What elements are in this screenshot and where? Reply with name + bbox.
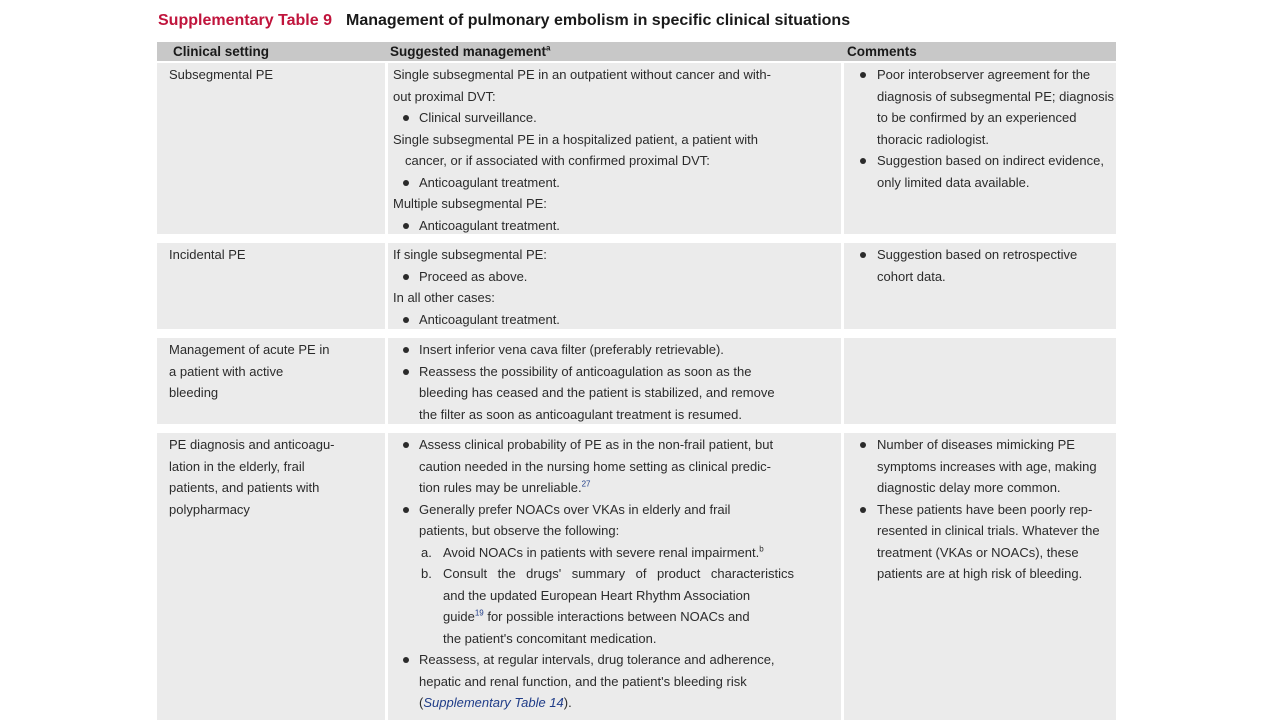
mgmt-text: tion rules may be unreliable. [419, 480, 582, 495]
mgmt-line: In all other cases: [393, 290, 495, 305]
comment-line: cohort data. [877, 268, 946, 284]
mgmt-list-item-a [393, 542, 838, 564]
setting-text: Incidental PE [169, 247, 246, 262]
comment-line: diagnostic delay more common. [877, 480, 1061, 495]
comment-line: diagnosis of subsegmental PE; diagnosis [877, 88, 1115, 104]
mgmt-bullet: Reassess, at regular intervals, drug tolerance and adherence, [393, 649, 838, 671]
mgmt-bullet: Insert inferior vena cava filter (preferably retrievable). [393, 339, 838, 361]
cell-comments [844, 433, 1116, 720]
cell-comments [844, 243, 1116, 329]
mgmt-text: for possible interactions between NOACs and [483, 609, 750, 624]
cell-comments [844, 63, 1116, 234]
mgmt-line: and the updated European Heart Rhythm Association [443, 587, 751, 603]
comment-line: symptoms increases with age, making [877, 458, 1097, 474]
cell-suggested-management [388, 243, 841, 329]
mgmt-line: the patient's concomitant medication. [443, 630, 657, 646]
footnote-a-marker: a [546, 43, 551, 53]
mgmt-line: hepatic and renal function, and the patient's bleeding risk [419, 673, 747, 689]
mgmt-text: ). [563, 695, 572, 710]
cell-comments [844, 338, 1116, 424]
supplementary-table-14-link[interactable]: Supplementary Table 14 [423, 695, 564, 710]
mgmt-text: guide [443, 609, 475, 624]
mgmt-bullet: Clinical surveillance. [393, 107, 838, 129]
mgmt-line: If single subsegmental PE: [393, 247, 547, 262]
setting-line: patients, and patients with [169, 480, 320, 495]
comment-line: resented in clinical trials. Whatever the [877, 523, 1100, 538]
mgmt-text: Consult the drugs' summary of product characteristics [443, 566, 794, 581]
setting-line: PE diagnosis and anticoagu- [169, 437, 335, 452]
cell-clinical-setting [157, 338, 385, 424]
header-comments: Comments [847, 44, 917, 59]
cell-suggested-management [388, 338, 841, 424]
mgmt-line: cancer, or if associated with confirmed proximal DVT: [405, 153, 710, 168]
header-clinical-setting: Clinical setting [173, 44, 270, 59]
reference-27[interactable]: 27 [581, 479, 591, 489]
mgmt-bullet: Assess clinical probability of PE as in the non-frail patient, but [393, 434, 838, 456]
footnote-b-marker: b [759, 544, 764, 554]
comment-line: treatment (VKAs or NOACs), these [877, 544, 1079, 560]
setting-text: Subsegmental PE [169, 67, 274, 82]
table-row-elderly-frail [157, 433, 1116, 720]
cell-clinical-setting [157, 243, 385, 329]
mgmt-line: caution needed in the nursing home setting as clinical predic- [419, 458, 771, 474]
comment-bullet: Suggestion based on indirect evidence, [849, 150, 1113, 172]
mgmt-line: patients, but observe the following: [419, 523, 620, 538]
table-caption: Management of pulmonary embolism in specific clinical situations [345, 12, 851, 29]
setting-line: bleeding [169, 385, 219, 400]
table-row-incidental-pe [157, 243, 1116, 329]
comment-bullet: Number of diseases mimicking PE [849, 434, 1113, 456]
table-row-subsegmental-pe [157, 63, 1116, 234]
mgmt-bullet: Reassess the possibility of anticoagulation as soon as the [393, 361, 838, 383]
mgmt-list-item-b [393, 563, 838, 585]
setting-line: Management of acute PE in [169, 342, 330, 357]
mgmt-line: Multiple subsegmental PE: [393, 196, 547, 211]
comment-line: thoracic radiologist. [877, 131, 989, 147]
mgmt-line: the filter as soon as anticoagulant treatment is resumed. [419, 406, 743, 422]
table-title [158, 12, 850, 30]
cell-clinical-setting [157, 433, 385, 720]
table-label: Supplementary Table 9 [158, 12, 332, 29]
mgmt-bullet: Anticoagulant treatment. [393, 215, 838, 237]
mgmt-text: Avoid NOACs in patients with severe renal impairment. [443, 544, 760, 560]
header-suggested-management: Suggested management$^a$ [390, 43, 551, 59]
table-row-active-bleeding [157, 338, 1116, 424]
comment-bullet: These patients have been poorly rep- [849, 499, 1113, 521]
mgmt-line [393, 692, 838, 714]
setting-line: lation in the elderly, frail [169, 458, 305, 474]
comment-bullet: Poor interobserver agreement for the [849, 64, 1113, 86]
cell-suggested-management [388, 63, 841, 234]
mgmt-bullet: Generally prefer NOACs over VKAs in elderly and frail [393, 499, 838, 521]
mgmt-bullet: Anticoagulant treatment. [393, 309, 838, 331]
mgmt-text: ( [419, 695, 424, 710]
mgmt-line: out proximal DVT: [393, 88, 496, 104]
table-header [157, 42, 1116, 61]
mgmt-bullet: Anticoagulant treatment. [393, 172, 838, 194]
setting-line: a patient with active [169, 363, 284, 379]
comment-line: to be confirmed by an experienced [877, 110, 1077, 125]
mgmt-line: Single subsegmental PE in a hospitalized patient, a patient with [393, 131, 758, 147]
mgmt-line: bleeding has ceased and the patient is stabilized, and remove [419, 385, 775, 400]
cell-clinical-setting [157, 63, 385, 234]
reference-19[interactable]: 19 [474, 608, 484, 618]
mgmt-line: Single subsegmental PE in an outpatient without cancer and with- [393, 67, 771, 82]
comment-line: patients are at high risk of bleeding. [877, 566, 1083, 581]
setting-line: polypharmacy [169, 501, 250, 517]
comment-line: only limited data available. [877, 174, 1030, 190]
list-marker: b. [421, 566, 432, 581]
list-marker: a. [421, 544, 432, 560]
comment-bullet: Suggestion based on retrospective [849, 244, 1113, 266]
cell-suggested-management [388, 433, 841, 720]
mgmt-line [393, 477, 838, 499]
mgmt-line [393, 606, 838, 628]
mgmt-bullet: Proceed as above. [393, 266, 838, 288]
